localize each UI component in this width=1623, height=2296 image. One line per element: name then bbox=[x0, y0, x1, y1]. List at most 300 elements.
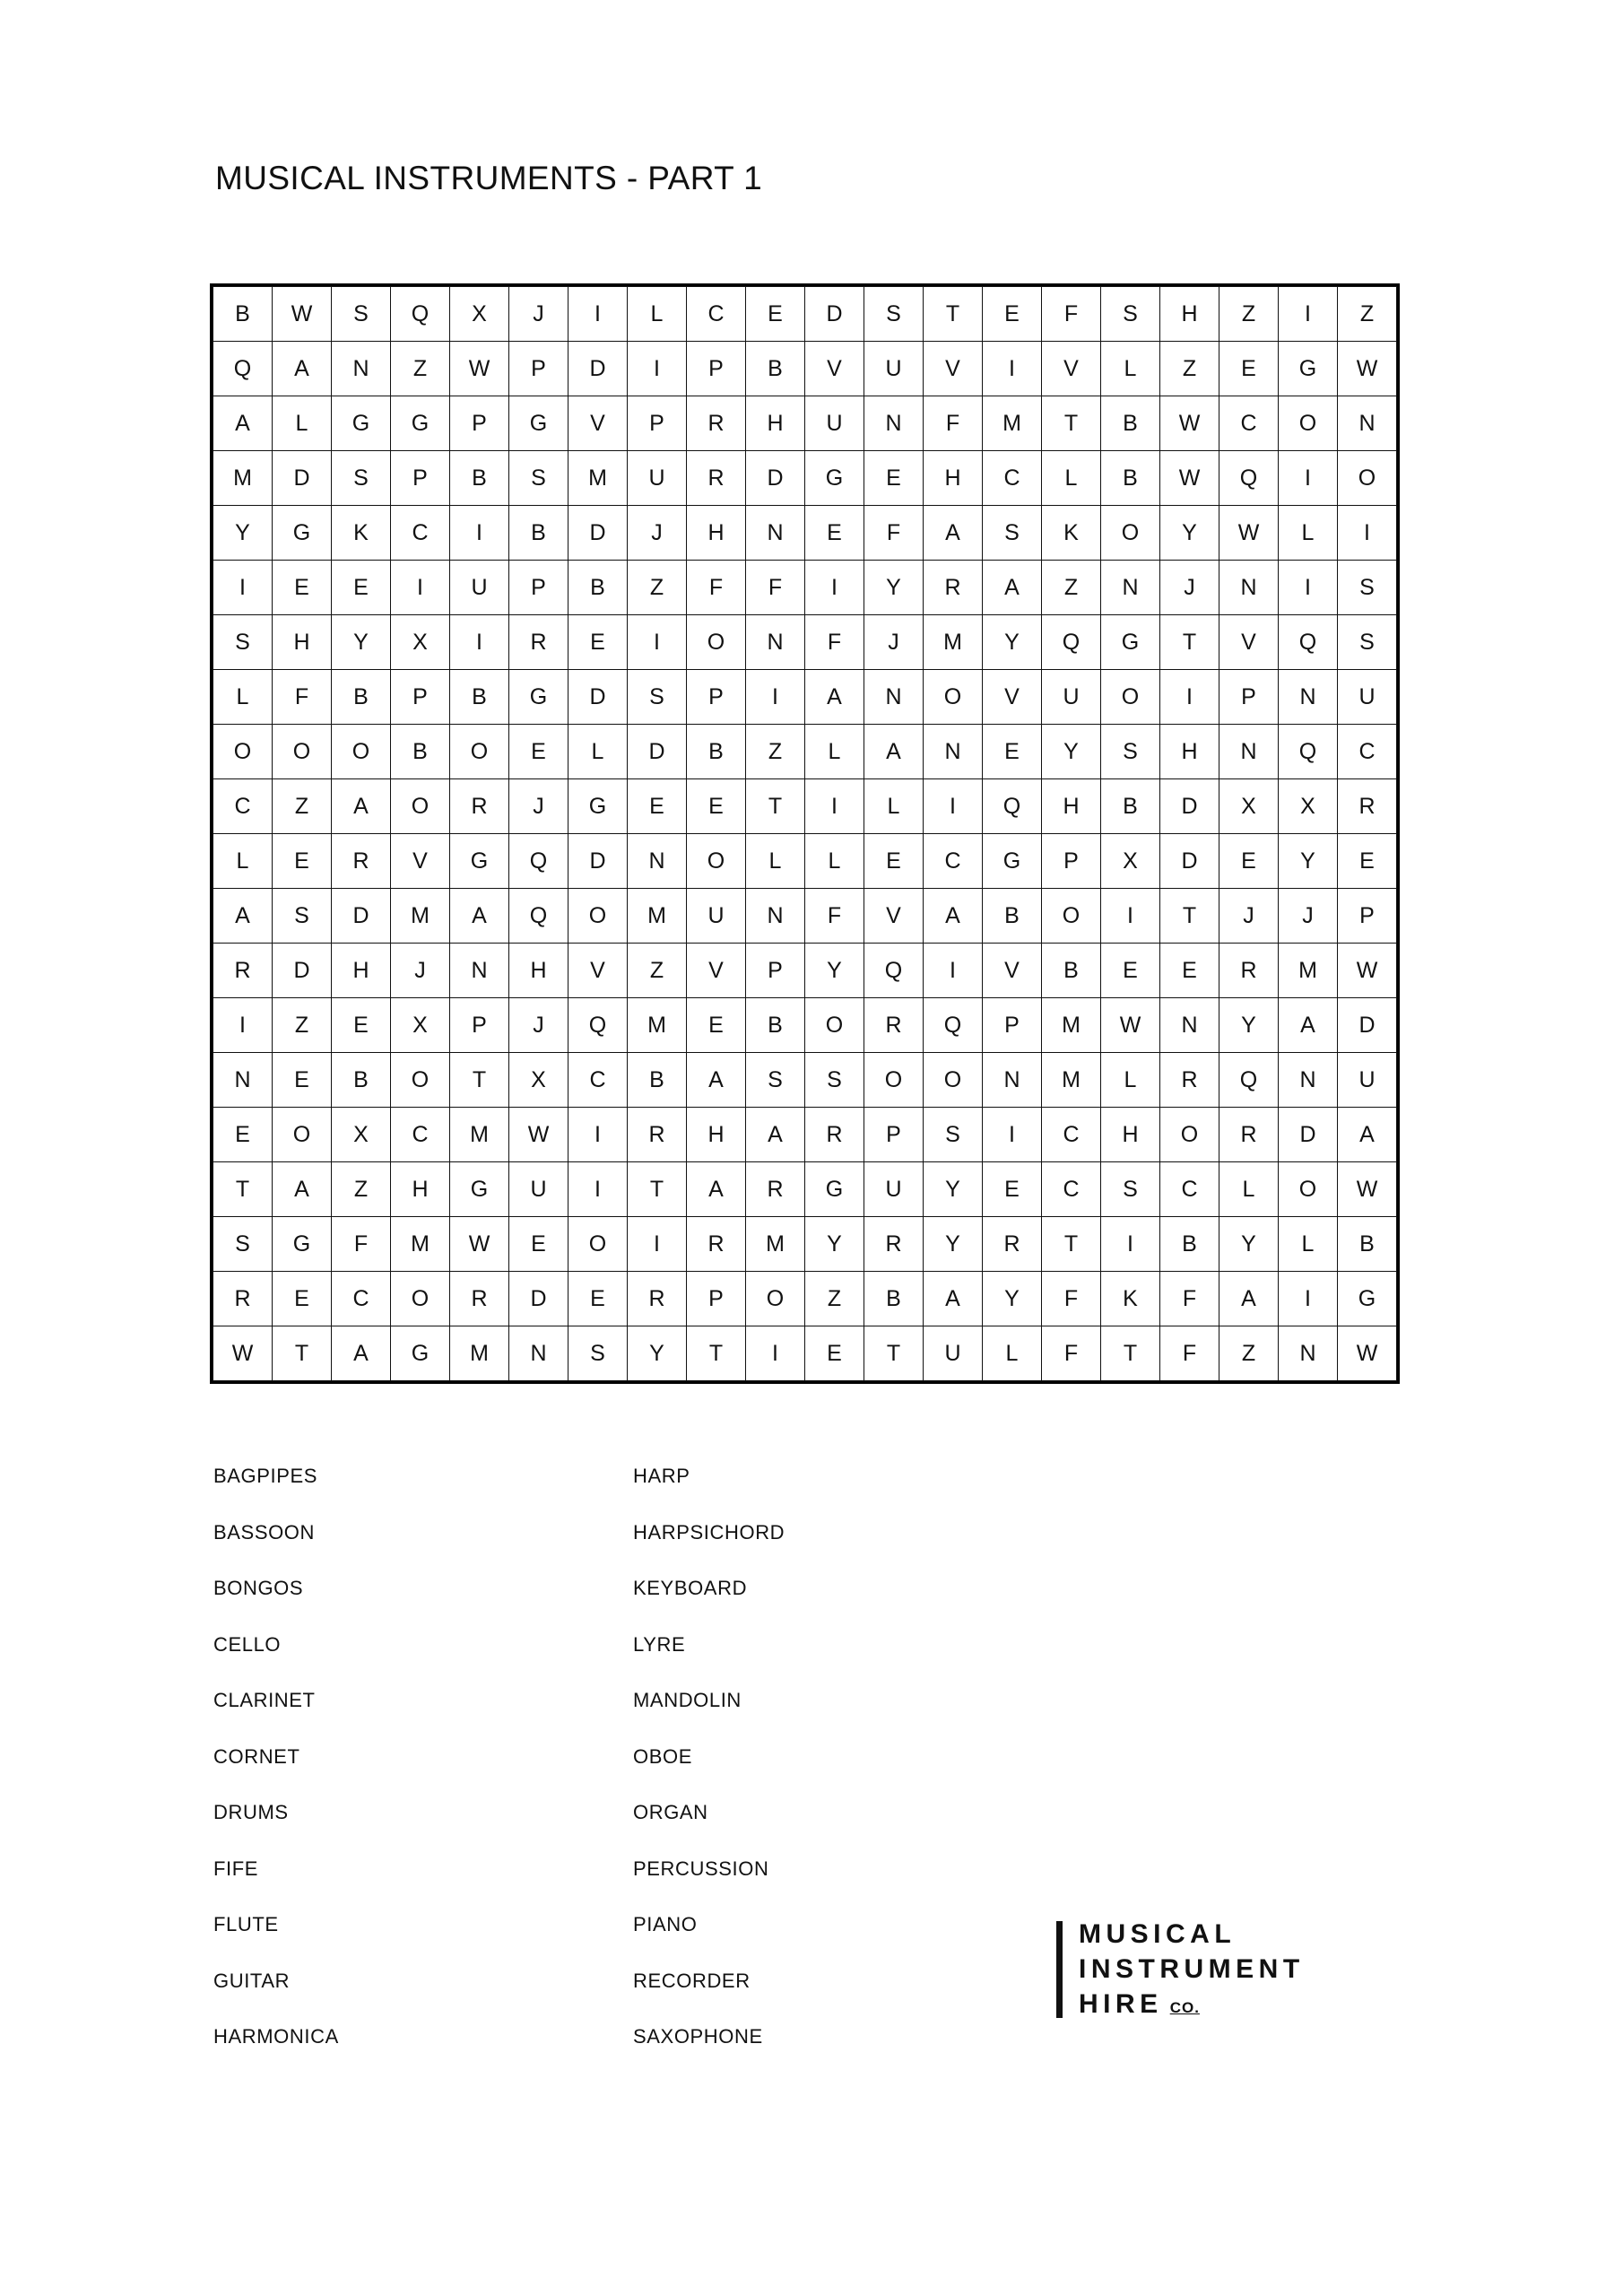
letter-cell: W bbox=[1338, 342, 1397, 396]
letter-cell: I bbox=[1279, 561, 1338, 615]
letter-cell: Q bbox=[391, 287, 450, 342]
letter-cell: F bbox=[924, 396, 983, 451]
letter-cell: M bbox=[568, 451, 628, 506]
letter-cell: P bbox=[687, 670, 746, 725]
letter-cell: N bbox=[1338, 396, 1397, 451]
letter-cell: G bbox=[450, 1162, 509, 1217]
letter-cell: F bbox=[1160, 1326, 1219, 1381]
letter-grid-row bbox=[213, 506, 1397, 561]
letter-cell: H bbox=[1160, 725, 1219, 779]
letter-cell: E bbox=[983, 1162, 1042, 1217]
letter-cell: L bbox=[568, 725, 628, 779]
word-list-item: KEYBOARD bbox=[633, 1577, 748, 1599]
letter-cell: I bbox=[1160, 670, 1219, 725]
word-list-column-right bbox=[633, 1448, 785, 2066]
letter-cell: L bbox=[1219, 1162, 1279, 1217]
letter-cell: Z bbox=[1219, 1326, 1279, 1381]
letter-cell: U bbox=[628, 451, 687, 506]
letter-cell: P bbox=[687, 342, 746, 396]
letter-cell: Y bbox=[983, 1272, 1042, 1326]
letter-cell: I bbox=[568, 287, 628, 342]
letter-cell: C bbox=[1042, 1162, 1101, 1217]
word-list-item: BONGOS bbox=[213, 1577, 304, 1599]
letter-cell: E bbox=[332, 561, 391, 615]
letter-cell: L bbox=[1279, 506, 1338, 561]
letter-cell: G bbox=[1101, 615, 1160, 670]
letter-cell: R bbox=[1160, 1053, 1219, 1108]
letter-cell: A bbox=[213, 889, 273, 944]
letter-cell: I bbox=[1101, 1217, 1160, 1272]
letter-cell: U bbox=[450, 561, 509, 615]
letter-cell: Z bbox=[1338, 287, 1397, 342]
letter-grid-row bbox=[213, 834, 1397, 889]
letter-cell: O bbox=[391, 779, 450, 834]
letter-cell: G bbox=[805, 1162, 864, 1217]
letter-cell: P bbox=[1042, 834, 1101, 889]
letter-cell: F bbox=[332, 1217, 391, 1272]
letter-cell: Y bbox=[983, 615, 1042, 670]
letter-cell: C bbox=[391, 1108, 450, 1162]
letter-cell: T bbox=[1160, 889, 1219, 944]
letter-cell: Y bbox=[864, 561, 924, 615]
letter-cell: Z bbox=[1219, 287, 1279, 342]
letter-cell: O bbox=[1279, 1162, 1338, 1217]
letter-cell: D bbox=[805, 287, 864, 342]
letter-cell: R bbox=[628, 1272, 687, 1326]
letter-cell: I bbox=[391, 561, 450, 615]
letter-cell: J bbox=[864, 615, 924, 670]
letter-cell: W bbox=[1101, 998, 1160, 1053]
letter-cell: E bbox=[568, 615, 628, 670]
letter-cell: T bbox=[1042, 396, 1101, 451]
letter-cell: H bbox=[687, 1108, 746, 1162]
letter-cell: I bbox=[983, 1108, 1042, 1162]
letter-cell: I bbox=[628, 342, 687, 396]
letter-cell: X bbox=[509, 1053, 568, 1108]
letter-cell: Z bbox=[628, 944, 687, 998]
letter-cell: T bbox=[864, 1326, 924, 1381]
word-list-item: CORNET bbox=[213, 1744, 300, 1768]
letter-cell: H bbox=[1160, 287, 1219, 342]
letter-cell: Z bbox=[628, 561, 687, 615]
letter-cell: E bbox=[1219, 342, 1279, 396]
letter-grid-row bbox=[213, 779, 1397, 834]
letter-cell: Q bbox=[509, 834, 568, 889]
letter-cell: T bbox=[924, 287, 983, 342]
letter-cell: M bbox=[628, 998, 687, 1053]
letter-cell: I bbox=[805, 561, 864, 615]
letter-cell: I bbox=[983, 342, 1042, 396]
word-list-item: HARMONICA bbox=[213, 2025, 339, 2048]
letter-cell: X bbox=[391, 998, 450, 1053]
letter-cell: I bbox=[628, 615, 687, 670]
letter-cell: A bbox=[213, 396, 273, 451]
word-list-item: BASSOON bbox=[213, 1520, 316, 1544]
letter-cell: D bbox=[332, 889, 391, 944]
letter-cell: R bbox=[924, 561, 983, 615]
letter-cell: E bbox=[213, 1108, 273, 1162]
letter-cell: R bbox=[213, 1272, 273, 1326]
letter-cell: M bbox=[391, 1217, 450, 1272]
letter-cell: B bbox=[391, 725, 450, 779]
word-list-item: PERCUSSION bbox=[633, 1857, 769, 1880]
letter-cell: S bbox=[805, 1053, 864, 1108]
letter-cell: H bbox=[391, 1162, 450, 1217]
letter-cell: R bbox=[509, 615, 568, 670]
letter-cell: I bbox=[1101, 889, 1160, 944]
letter-cell: D bbox=[568, 670, 628, 725]
letter-cell: B bbox=[746, 998, 805, 1053]
letter-cell: X bbox=[450, 287, 509, 342]
letter-cell: E bbox=[273, 1272, 332, 1326]
letter-cell: P bbox=[509, 561, 568, 615]
letter-cell: A bbox=[924, 889, 983, 944]
letter-cell: Y bbox=[1160, 506, 1219, 561]
letter-cell: O bbox=[568, 889, 628, 944]
letter-cell: A bbox=[687, 1162, 746, 1217]
letter-cell: G bbox=[509, 670, 568, 725]
letter-grid-row bbox=[213, 725, 1397, 779]
letter-cell: M bbox=[924, 615, 983, 670]
letter-cell: U bbox=[1338, 1053, 1397, 1108]
letter-cell: R bbox=[213, 944, 273, 998]
letter-cell: L bbox=[746, 834, 805, 889]
letter-cell: G bbox=[273, 1217, 332, 1272]
letter-cell: Y bbox=[213, 506, 273, 561]
letter-grid-row bbox=[213, 1217, 1397, 1272]
letter-cell: V bbox=[983, 670, 1042, 725]
letter-cell: D bbox=[1279, 1108, 1338, 1162]
letter-cell: I bbox=[628, 1217, 687, 1272]
letter-cell: M bbox=[213, 451, 273, 506]
logo-suffix: CO. bbox=[1169, 1999, 1200, 2016]
letter-cell: G bbox=[1338, 1272, 1397, 1326]
letter-cell: S bbox=[628, 670, 687, 725]
letter-cell: R bbox=[746, 1162, 805, 1217]
letter-cell: L bbox=[213, 834, 273, 889]
letter-cell: A bbox=[983, 561, 1042, 615]
letter-cell: J bbox=[509, 998, 568, 1053]
letter-cell: F bbox=[1042, 287, 1101, 342]
letter-grid-row bbox=[213, 451, 1397, 506]
letter-cell: E bbox=[983, 725, 1042, 779]
logo-line-2: INSTRUMENT bbox=[1079, 1954, 1305, 1984]
letter-cell: N bbox=[1219, 561, 1279, 615]
letter-cell: V bbox=[687, 944, 746, 998]
letter-cell: V bbox=[568, 396, 628, 451]
letter-cell: Q bbox=[983, 779, 1042, 834]
letter-cell: N bbox=[924, 725, 983, 779]
letter-cell: L bbox=[864, 779, 924, 834]
letter-cell: M bbox=[746, 1217, 805, 1272]
letter-cell: L bbox=[805, 725, 864, 779]
letter-cell: A bbox=[924, 506, 983, 561]
letter-cell: H bbox=[924, 451, 983, 506]
letter-cell: Q bbox=[1279, 615, 1338, 670]
letter-cell: Q bbox=[1219, 1053, 1279, 1108]
letter-cell: O bbox=[391, 1053, 450, 1108]
letter-cell: N bbox=[1279, 1053, 1338, 1108]
letter-cell: S bbox=[509, 451, 568, 506]
letter-cell: Q bbox=[509, 889, 568, 944]
letter-cell: W bbox=[1160, 451, 1219, 506]
letter-cell: R bbox=[983, 1217, 1042, 1272]
letter-cell: B bbox=[983, 889, 1042, 944]
letter-grid-row bbox=[213, 1108, 1397, 1162]
word-list-item: HARPSICHORD bbox=[633, 1520, 785, 1544]
letter-cell: N bbox=[746, 615, 805, 670]
letter-cell: V bbox=[391, 834, 450, 889]
letter-cell: A bbox=[924, 1272, 983, 1326]
letter-cell: Z bbox=[746, 725, 805, 779]
word-list-item: FIFE bbox=[213, 1857, 259, 1880]
letter-cell: X bbox=[332, 1108, 391, 1162]
letter-cell: J bbox=[1279, 889, 1338, 944]
letter-cell: G bbox=[273, 506, 332, 561]
letter-grid-body bbox=[213, 287, 1397, 1381]
letter-grid-row bbox=[213, 670, 1397, 725]
letter-cell: I bbox=[213, 998, 273, 1053]
letter-cell: Q bbox=[568, 998, 628, 1053]
letter-cell: Z bbox=[391, 342, 450, 396]
letter-grid-row bbox=[213, 1162, 1397, 1217]
letter-cell: N bbox=[1219, 725, 1279, 779]
letter-cell: P bbox=[450, 396, 509, 451]
letter-cell: P bbox=[391, 670, 450, 725]
letter-cell: H bbox=[687, 506, 746, 561]
letter-cell: O bbox=[1338, 451, 1397, 506]
letter-cell: V bbox=[924, 342, 983, 396]
letter-cell: T bbox=[273, 1326, 332, 1381]
letter-cell: X bbox=[391, 615, 450, 670]
letter-cell: Z bbox=[332, 1162, 391, 1217]
letter-cell: B bbox=[687, 725, 746, 779]
letter-cell: G bbox=[1279, 342, 1338, 396]
letter-cell: N bbox=[1101, 561, 1160, 615]
letter-cell: P bbox=[1219, 670, 1279, 725]
letter-cell: S bbox=[332, 287, 391, 342]
letter-cell: E bbox=[273, 1053, 332, 1108]
letter-cell: E bbox=[273, 834, 332, 889]
letter-cell: V bbox=[983, 944, 1042, 998]
letter-cell: E bbox=[746, 287, 805, 342]
letter-cell: Y bbox=[805, 1217, 864, 1272]
letter-cell: C bbox=[924, 834, 983, 889]
letter-cell: N bbox=[628, 834, 687, 889]
letter-cell: I bbox=[568, 1108, 628, 1162]
letter-cell: A bbox=[273, 1162, 332, 1217]
letter-cell: Z bbox=[1042, 561, 1101, 615]
letter-cell: A bbox=[332, 1326, 391, 1381]
letter-cell: A bbox=[332, 779, 391, 834]
letter-cell: E bbox=[568, 1272, 628, 1326]
word-list-item: OBOE bbox=[633, 1744, 692, 1768]
letter-cell: A bbox=[450, 889, 509, 944]
letter-cell: J bbox=[1219, 889, 1279, 944]
letter-cell: E bbox=[1219, 834, 1279, 889]
letter-cell: C bbox=[213, 779, 273, 834]
letter-cell: T bbox=[628, 1162, 687, 1217]
word-list-item: SAXOPHONE bbox=[633, 2025, 763, 2048]
letter-cell: C bbox=[1160, 1162, 1219, 1217]
letter-cell: C bbox=[1219, 396, 1279, 451]
letter-cell: P bbox=[509, 342, 568, 396]
letter-cell: K bbox=[332, 506, 391, 561]
word-list-item: ORGAN bbox=[633, 1801, 708, 1823]
letter-cell: V bbox=[864, 889, 924, 944]
letter-cell: V bbox=[1219, 615, 1279, 670]
letter-cell: Q bbox=[1042, 615, 1101, 670]
letter-cell: A bbox=[1338, 1108, 1397, 1162]
letter-cell: Q bbox=[864, 944, 924, 998]
letter-cell: S bbox=[1101, 1162, 1160, 1217]
letter-cell: K bbox=[1042, 506, 1101, 561]
letter-cell: S bbox=[1101, 287, 1160, 342]
letter-cell: H bbox=[1042, 779, 1101, 834]
letter-cell: I bbox=[213, 561, 273, 615]
letter-cell: R bbox=[687, 1217, 746, 1272]
letter-cell: P bbox=[628, 396, 687, 451]
letter-cell: K bbox=[1101, 1272, 1160, 1326]
letter-cell: W bbox=[1338, 1162, 1397, 1217]
letter-cell: B bbox=[1101, 451, 1160, 506]
brand-logo bbox=[1056, 1921, 1305, 2018]
letter-cell: H bbox=[332, 944, 391, 998]
letter-cell: M bbox=[983, 396, 1042, 451]
letter-cell: G bbox=[568, 779, 628, 834]
letter-cell: E bbox=[864, 451, 924, 506]
letter-cell: O bbox=[1279, 396, 1338, 451]
letter-cell: F bbox=[864, 506, 924, 561]
word-list-item: PIANO bbox=[633, 1913, 698, 1935]
letter-cell: O bbox=[1101, 506, 1160, 561]
word-list-item: MANDOLIN bbox=[633, 1689, 742, 1711]
letter-cell: L bbox=[213, 670, 273, 725]
letter-cell: R bbox=[332, 834, 391, 889]
letter-cell: E bbox=[805, 1326, 864, 1381]
letter-cell: B bbox=[332, 670, 391, 725]
letter-cell: D bbox=[1338, 998, 1397, 1053]
letter-cell: S bbox=[213, 1217, 273, 1272]
letter-cell: D bbox=[509, 1272, 568, 1326]
letter-cell: B bbox=[1160, 1217, 1219, 1272]
letter-cell: F bbox=[805, 615, 864, 670]
letter-cell: N bbox=[746, 506, 805, 561]
letter-grid-row bbox=[213, 561, 1397, 615]
letter-cell: Y bbox=[924, 1162, 983, 1217]
letter-cell: U bbox=[1042, 670, 1101, 725]
letter-cell: G bbox=[450, 834, 509, 889]
letter-cell: Q bbox=[924, 998, 983, 1053]
letter-cell: I bbox=[805, 779, 864, 834]
letter-cell: O bbox=[746, 1272, 805, 1326]
letter-cell: S bbox=[273, 889, 332, 944]
letter-cell: J bbox=[628, 506, 687, 561]
letter-cell: B bbox=[450, 670, 509, 725]
letter-cell: S bbox=[1338, 561, 1397, 615]
letter-cell: O bbox=[687, 834, 746, 889]
word-list-item: DRUMS bbox=[213, 1801, 289, 1823]
word-list-item: CELLO bbox=[213, 1632, 282, 1656]
letter-cell: O bbox=[213, 725, 273, 779]
letter-cell: E bbox=[805, 506, 864, 561]
letter-cell: C bbox=[332, 1272, 391, 1326]
letter-grid-row bbox=[213, 944, 1397, 998]
letter-cell: E bbox=[983, 287, 1042, 342]
letter-cell: N bbox=[332, 342, 391, 396]
letter-cell: C bbox=[568, 1053, 628, 1108]
letter-cell: A bbox=[864, 725, 924, 779]
letter-cell: B bbox=[746, 342, 805, 396]
letter-cell: W bbox=[213, 1326, 273, 1381]
letter-cell: B bbox=[1338, 1217, 1397, 1272]
letter-cell: E bbox=[628, 779, 687, 834]
letter-grid-row bbox=[213, 342, 1397, 396]
letter-cell: B bbox=[628, 1053, 687, 1108]
letter-cell: I bbox=[568, 1162, 628, 1217]
letter-cell: E bbox=[509, 725, 568, 779]
letter-cell: W bbox=[450, 342, 509, 396]
letter-cell: Q bbox=[1219, 451, 1279, 506]
word-search-grid bbox=[210, 283, 1400, 1384]
letter-cell: N bbox=[864, 396, 924, 451]
letter-cell: A bbox=[746, 1108, 805, 1162]
letter-cell: Q bbox=[1279, 725, 1338, 779]
letter-cell: J bbox=[509, 287, 568, 342]
letter-cell: D bbox=[1160, 779, 1219, 834]
letter-cell: R bbox=[864, 998, 924, 1053]
page-title: MUSICAL INSTRUMENTS - PART 1 bbox=[215, 160, 763, 196]
letter-cell: X bbox=[1279, 779, 1338, 834]
letter-cell: F bbox=[1042, 1326, 1101, 1381]
word-list-item: LYRE bbox=[633, 1632, 686, 1656]
word-list-column-left bbox=[213, 1448, 339, 2066]
letter-cell: O bbox=[1101, 670, 1160, 725]
letter-cell: U bbox=[805, 396, 864, 451]
letter-cell: W bbox=[1160, 396, 1219, 451]
letter-cell: B bbox=[1101, 396, 1160, 451]
letter-cell: T bbox=[1042, 1217, 1101, 1272]
letter-grid-table bbox=[213, 286, 1397, 1381]
letter-cell: Y bbox=[1279, 834, 1338, 889]
logo-line-3 bbox=[1079, 1991, 1305, 2018]
letter-cell: I bbox=[746, 1326, 805, 1381]
letter-cell: E bbox=[273, 561, 332, 615]
letter-cell: I bbox=[1338, 506, 1397, 561]
letter-cell: H bbox=[273, 615, 332, 670]
letter-cell: B bbox=[213, 287, 273, 342]
letter-cell: V bbox=[1042, 342, 1101, 396]
letter-cell: D bbox=[273, 944, 332, 998]
letter-cell: I bbox=[450, 615, 509, 670]
letter-cell: A bbox=[1219, 1272, 1279, 1326]
letter-cell: E bbox=[332, 998, 391, 1053]
letter-cell: W bbox=[1338, 1326, 1397, 1381]
letter-cell: B bbox=[568, 561, 628, 615]
letter-cell: O bbox=[805, 998, 864, 1053]
letter-cell: E bbox=[1338, 834, 1397, 889]
letter-cell: L bbox=[805, 834, 864, 889]
letter-cell: D bbox=[568, 506, 628, 561]
letter-grid-row bbox=[213, 998, 1397, 1053]
letter-cell: U bbox=[924, 1326, 983, 1381]
letter-cell: L bbox=[1279, 1217, 1338, 1272]
letter-cell: H bbox=[509, 944, 568, 998]
letter-cell: S bbox=[746, 1053, 805, 1108]
letter-cell: M bbox=[1279, 944, 1338, 998]
word-list-item: CLARINET bbox=[213, 1689, 316, 1711]
letter-cell: Z bbox=[1160, 342, 1219, 396]
